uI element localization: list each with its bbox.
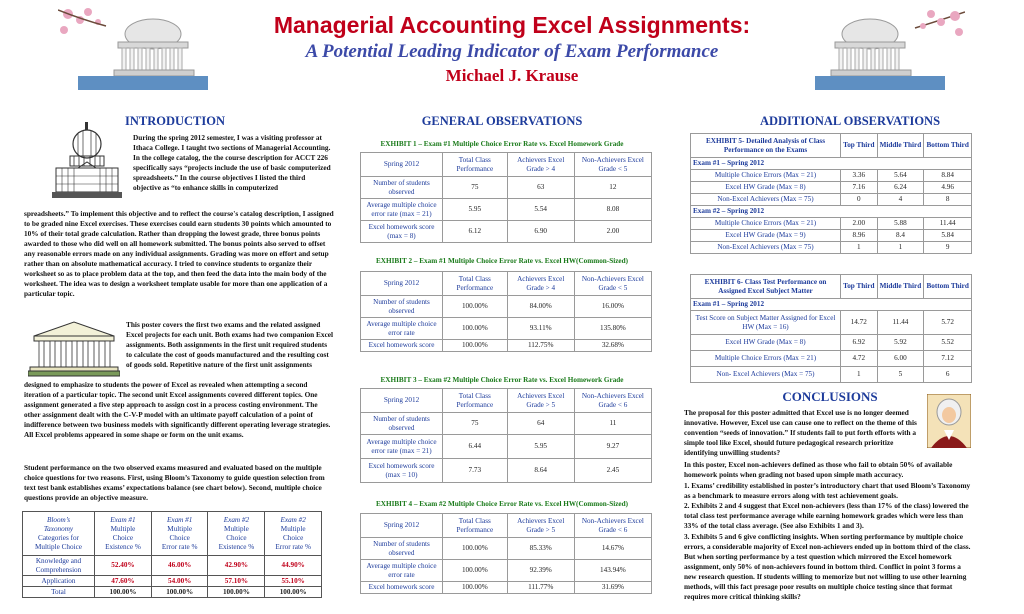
bloom-h0-l3: Multiple Choice [35, 542, 82, 551]
ex3-header: Non-Achievers Excel Grade < 6 [574, 389, 651, 413]
bloom-h4-l1: Multiple [280, 524, 306, 533]
ex6-section-label: Exam #1 – Spring 2012 [691, 299, 972, 311]
ex5-cell: 8.96 [841, 230, 878, 242]
ex4-row-label: Excel homework score [361, 582, 443, 594]
bloom-h1-l2: Choice [112, 533, 134, 542]
bloom-h1-l1: Multiple [110, 524, 136, 533]
ex2-cell: 100.00% [443, 318, 508, 340]
bloom-row-label: Knowledge and Comprehension [23, 556, 95, 576]
conclusions-p1: The proposal for this poster admitted that Excel use is no longer deemed innovative. However, Excel use can cause one to reflect on the theme of this convention “seeds of innovation.” If students fail to put forth efforts with a simple tool like Excel, should future pedagogical research prioritize identifying unwilling students? [684, 408, 917, 457]
ex4-row-label: Average multiple choice error rate [361, 560, 443, 582]
ex5-row-label: Excel HW Grade (Max = 9) [691, 230, 841, 242]
ex5-row-label: Non-Excel Achievers (Max = 75) [691, 242, 841, 254]
ex4-header: Total Class Performance [443, 514, 508, 538]
ex5-cell: 6.24 [877, 182, 924, 194]
ex5-cell: 4 [877, 194, 924, 206]
ex3-cell: 9.27 [574, 435, 651, 459]
capitol-icon [52, 120, 122, 202]
ex4-cell: 100.00% [443, 560, 508, 582]
ex5-section-label: Exam #1 – Spring 2012 [691, 158, 972, 170]
ex5-cell: 4.96 [924, 182, 972, 194]
ex1-row-label: Average multiple choice error rate (max = 21) [361, 199, 443, 221]
bloom-cell: 54.00% [151, 576, 208, 587]
ex3-header: Total Class Performance [443, 389, 508, 413]
ex3-cell: 6.44 [443, 435, 508, 459]
ex2-cell: 32.68% [574, 340, 651, 352]
ex2-cell: 84.00% [507, 296, 574, 318]
ex2-header: Non-Achievers Excel Grade < 5 [574, 272, 651, 296]
ex5-cell: 1 [841, 242, 878, 254]
intro-paragraph-2b: designed to emphasize to students the power of Excel as revealed when attempting a second iteration of a particular topic. The second unit Excel assignments covered different topics. One assignment generated a five step approach to assign cost in a process costing environment. The other assignment dealt with the C-V-P model with an ultimate payoff calculation of a point of indifference between two business models with significantly different operating leverage strategies. All Excel problems appeared in some shape or form on the unit exams. [24, 380, 331, 439]
ex1-cell: 5.95 [443, 199, 508, 221]
ex2-cell: 135.80% [574, 318, 651, 340]
ex1-cell: 8.08 [574, 199, 651, 221]
ex5-header: Top Third [841, 134, 878, 158]
ex5-row-label: Multiple Choice Errors (Max = 21) [691, 218, 841, 230]
intro-paragraph-3: Student performance on the two observed exams measured and evaluated based on the multiple choice questions for two reasons. First, using Bloom’s Taxonomy to guide question selection from text test bank establishes exams’ expectations balance (see chart below). Second, multiple choice questions provide an objective measure. [24, 463, 325, 502]
ex1-header: Non-Achievers Excel Grade < 5 [574, 153, 651, 177]
ex3-cell: 7.73 [443, 459, 508, 483]
ex1-cell: 75 [443, 177, 508, 199]
ex1-cell: 2.00 [574, 221, 651, 243]
bloom-row-label: Total [23, 587, 95, 598]
ex6-header: Top Third [841, 275, 878, 299]
ex5-cell: 11.44 [924, 218, 972, 230]
exhibit-2-caption: EXHIBIT 2 – Exam #1 Multiple Choice Error Rate vs. Excel HW(Common-Sized) [376, 257, 628, 265]
ex5-cell: 5.84 [924, 230, 972, 242]
bloom-header-0 [23, 512, 95, 556]
bloom-row-label: Application [23, 576, 95, 587]
ex5-cell: 8.4 [877, 230, 924, 242]
conclusions-p4: 2. Exhibits 2 and 4 suggest that Excel non-achievers (less than 17% of the class) lowered the total class test performance average while earning homework grades which were less than 33% of the total class average. (See also Exhibits 1 and 3). [684, 501, 969, 530]
bloom-h2-l0: Exam #1 [167, 515, 193, 524]
exhibit-1-table [360, 152, 652, 243]
bloom-cell: 100.00% [265, 587, 322, 598]
ex4-cell: 100.00% [443, 582, 508, 594]
ex5-cell: 2.00 [841, 218, 878, 230]
ex1-row-label: Number of students observed [361, 177, 443, 199]
ex5-cell: 9 [924, 242, 972, 254]
conclusions-p2: In this poster, Excel non-achievers defined as those who fail to obtain 50% of available homework points when grading not based upon simple math accuracy. [684, 460, 953, 479]
intro-paragraph-2a: This poster covers the first two exams and the related assigned Excel projects for each unit. Both exams had two companion Excel assignments. Both assignments in the first unit required students to calculate the cost of goods manufactured and the resulting cost of goods sold. Repetitive nature of the first unit assignments [126, 320, 334, 369]
ex6-cell: 1 [841, 367, 878, 383]
ex2-row-label: Number of students observed [361, 296, 443, 318]
bloom-cell: 44.90% [265, 556, 322, 576]
ex3-cell: 75 [443, 413, 508, 435]
ex6-cell: 6 [924, 367, 972, 383]
bloom-h2-l3: Error rate % [161, 542, 198, 551]
ex2-cell: 16.00% [574, 296, 651, 318]
bloom-header-1 [95, 512, 152, 556]
ex6-cell: 6.00 [877, 351, 924, 367]
bloom-h3-l2: Choice [226, 533, 247, 542]
bloom-h4-l3: Error rate % [275, 542, 311, 551]
exhibit-4-caption: EXHIBIT 4 – Exam #2 Multiple Choice Error Rate vs. Excel HW(Common-Sized) [376, 500, 628, 508]
bloom-h0-l1: Taxonomy [43, 524, 74, 533]
ex5-section-label: Exam #2 – Spring 2012 [691, 206, 972, 218]
ex1-row-label: Excel homework score (max = 8) [361, 221, 443, 243]
conclusions-heading: CONCLUSIONS [782, 389, 878, 404]
bloom-header-4 [265, 512, 322, 556]
ex6-cell: 5.72 [924, 311, 972, 335]
ex6-cell: 7.12 [924, 351, 972, 367]
ex1-cell: 6.12 [443, 221, 508, 243]
ex3-row-label: Number of students observed [361, 413, 443, 435]
ex2-header: Total Class Performance [443, 272, 508, 296]
ex1-cell: 63 [507, 177, 574, 199]
poster-subtitle: A Potential Leading Indicator of Exam Performance [305, 41, 719, 62]
ex2-row-label: Average multiple choice error rate [361, 318, 443, 340]
ex4-cell: 31.69% [574, 582, 651, 594]
ex5-header: Bottom Third [924, 134, 972, 158]
ex2-cell: 100.00% [443, 296, 508, 318]
bloom-h1-l0: Exam #1 [110, 515, 136, 524]
additional-heading: ADDITIONAL OBSERVATIONS [759, 114, 941, 128]
bloom-h1-l3: Existence % [105, 542, 141, 551]
ex4-cell: 14.67% [574, 538, 651, 560]
ex2-cell: 112.75% [507, 340, 574, 352]
ex6-cell: 11.44 [877, 311, 924, 335]
ex4-header: Achievers Excel Grade > 5 [507, 514, 574, 538]
ex6-header: Bottom Third [924, 275, 972, 299]
bloom-h3-l1: Multiple [224, 524, 249, 533]
ex5-cell: 7.16 [841, 182, 878, 194]
bloom-cell: 100.00% [95, 587, 152, 598]
ex1-cell: 6.90 [507, 221, 574, 243]
ex6-title: EXHIBIT 6- Class Test Performance on Assigned Excel Subject Matter [691, 275, 841, 299]
ex3-cell: 64 [507, 413, 574, 435]
ex6-cell: 5 [877, 367, 924, 383]
exhibit-5-table [690, 133, 972, 254]
ex5-cell: 0 [841, 194, 878, 206]
ex6-cell: 5.52 [924, 335, 972, 351]
bloom-taxonomy-table [22, 511, 322, 598]
ex5-cell: 3.36 [841, 170, 878, 182]
ex6-header: Middle Third [877, 275, 924, 299]
bloom-cell: 100.00% [151, 587, 208, 598]
bloom-cell: 100.00% [208, 587, 265, 598]
general-heading: GENERAL OBSERVATIONS [421, 114, 583, 128]
ex4-row-label: Number of students observed [361, 538, 443, 560]
ex5-cell: 5.88 [877, 218, 924, 230]
ex6-row-label: Excel HW Grade (Max = 8) [691, 335, 841, 351]
bloom-header-3 [208, 512, 265, 556]
conclusions-p5: 3. Exhibits 5 and 6 give conflicting insights. When sorting performance by multiple choice errors, a considerable majority of Excel non-achievers ended up in bottom third of the class. But when sorting performance by a test question which mirrored the Excel homework assignment, only 50% of non-achievers found in bottom third. Conflict in point 3 forms a new research question. If students willing to memorize but not willing to use other learning methods, will this fact presage poor results on multiple choice testing since that format requires more critical thinking skills? [684, 532, 971, 601]
ex3-cell: 8.64 [507, 459, 574, 483]
ex3-row-label: Excel homework score (max = 10) [361, 459, 443, 483]
ex4-cell: 85.33% [507, 538, 574, 560]
ex3-row-label: Average multiple choice error rate (max = 21) [361, 435, 443, 459]
ex5-cell: 8.84 [924, 170, 972, 182]
ex5-row-label: Excel HW Grade (Max = 8) [691, 182, 841, 194]
ex3-header: Achievers Excel Grade > 5 [507, 389, 574, 413]
ex2-cell: 100.00% [443, 340, 508, 352]
ex6-cell: 14.72 [841, 311, 878, 335]
ex3-cell: 2.45 [574, 459, 651, 483]
bloom-h0-l0: Bloom’s [46, 515, 71, 524]
bloom-h3-l3: Existence % [218, 542, 255, 551]
bloom-h0-l2: Categories for [38, 533, 79, 542]
poster-author: Michael J. Krause [445, 66, 579, 85]
ex1-header: Total Class Performance [443, 153, 508, 177]
ex1-cell: 5.54 [507, 199, 574, 221]
ex5-cell: 1 [877, 242, 924, 254]
ex4-header: Spring 2012 [361, 514, 443, 538]
ex5-row-label: Multiple Choice Errors (Max = 21) [691, 170, 841, 182]
bloom-cell: 55.10% [265, 576, 322, 587]
intro-paragraph-1b: spreadsheets.” To implement this objective and to reflect the course's catalog description, I assigned to be graded nine Excel exercises. These exercises could earn students 30 points which amounted to 10% of their total grade calculation. Rather than dropping the lowest grade, three bonus points awarded to those who did well on all homework submitted. The bonus points also served to offset any reasonable errors made on any individual assignments. Grading was more on effort and setup rather than on absolute mathematical accuracy. I tried to convince students to organize their worksheet so as to place problem data at the top, and then feed the data into the main body of the worksheet. The idea was to design a worksheet template usable for more than one application of a particular topic. [24, 209, 334, 298]
ex1-cell: 12 [574, 177, 651, 199]
ex6-row-label: Test Score on Subject Matter Assigned for Excel HW (Max = 16) [691, 311, 841, 335]
intro-heading: INTRODUCTION [124, 114, 225, 128]
bloom-h4-l2: Choice [283, 533, 304, 542]
exhibit-3-caption: EXHIBIT 3 – Exam #2 Multiple Choice Error Rate vs. Excel Homework Grade [380, 376, 624, 384]
bloom-h3-l0: Exam #2 [223, 515, 250, 524]
ex5-header: Middle Third [877, 134, 924, 158]
greek-building-icon [28, 320, 120, 378]
conclusions-p3: 1. Exams’ credibility established in poster’s introductory chart that used Bloom’s Taxonomy as a benchmark to measure errors along with test achievement goals. [684, 481, 971, 500]
ex4-cell: 143.94% [574, 560, 651, 582]
bloom-h2-l1: Multiple [167, 524, 193, 533]
ex2-header: Achievers Excel Grade > 4 [507, 272, 574, 296]
ex4-cell: 100.00% [443, 538, 508, 560]
bloom-h4-l0: Exam #2 [280, 515, 306, 524]
bloom-h2-l2: Choice [169, 533, 190, 542]
poster-title: Managerial Accounting Excel Assignments: [273, 12, 751, 38]
ex5-cell: 5.64 [877, 170, 924, 182]
exhibit-1-caption: EXHIBIT 1 – Exam #1 Multiple Choice Error Rate vs. Excel Homework Grade [380, 140, 624, 148]
ex3-header: Spring 2012 [361, 389, 443, 413]
ex1-header: Spring 2012 [361, 153, 443, 177]
ex3-cell: 5.95 [507, 435, 574, 459]
intro-paragraph-1a: During the spring 2012 semester, I was a visiting professor at Ithaca College. I taught two sections of Managerial Accounting. In the college catalog, the the course description for ACCT 226 specifically says “projects include the use of basic computerized spreadsheets.” In the course objectives I listed the third objective as “to enhance skills in computerized [133, 133, 331, 192]
portrait-icon [927, 394, 971, 448]
ex5-cell: 8 [924, 194, 972, 206]
exhibit-4-table [360, 513, 652, 594]
exhibit-6-table [690, 274, 972, 383]
ex6-cell: 6.92 [841, 335, 878, 351]
ex2-header: Spring 2012 [361, 272, 443, 296]
ex4-cell: 111.77% [507, 582, 574, 594]
ex5-title: EXHIBIT 5- Detailed Analysis of Class Performance on the Exams [691, 134, 841, 158]
exhibit-2-table [360, 271, 652, 352]
ex2-cell: 93.11% [507, 318, 574, 340]
bloom-cell: 47.60% [95, 576, 152, 587]
ex6-row-label: Non- Excel Achievers (Max = 75) [691, 367, 841, 383]
ex6-cell: 4.72 [841, 351, 878, 367]
ex5-row-label: Non-Excel Achievers (Max = 75) [691, 194, 841, 206]
bloom-header-2 [151, 512, 208, 556]
bloom-cell: 46.00% [151, 556, 208, 576]
bloom-cell: 42.90% [208, 556, 265, 576]
ex6-cell: 5.92 [877, 335, 924, 351]
ex3-cell: 11 [574, 413, 651, 435]
ex6-row-label: Multiple Choice Errors (Max = 21) [691, 351, 841, 367]
bloom-cell: 57.10% [208, 576, 265, 587]
ex4-cell: 92.39% [507, 560, 574, 582]
ex2-row-label: Excel homework score [361, 340, 443, 352]
bloom-cell: 52.40% [95, 556, 152, 576]
ex1-header: Achievers Excel Grade > 4 [507, 153, 574, 177]
ex4-header: Non-Achievers Excel Grade < 6 [574, 514, 651, 538]
exhibit-3-table [360, 388, 652, 483]
